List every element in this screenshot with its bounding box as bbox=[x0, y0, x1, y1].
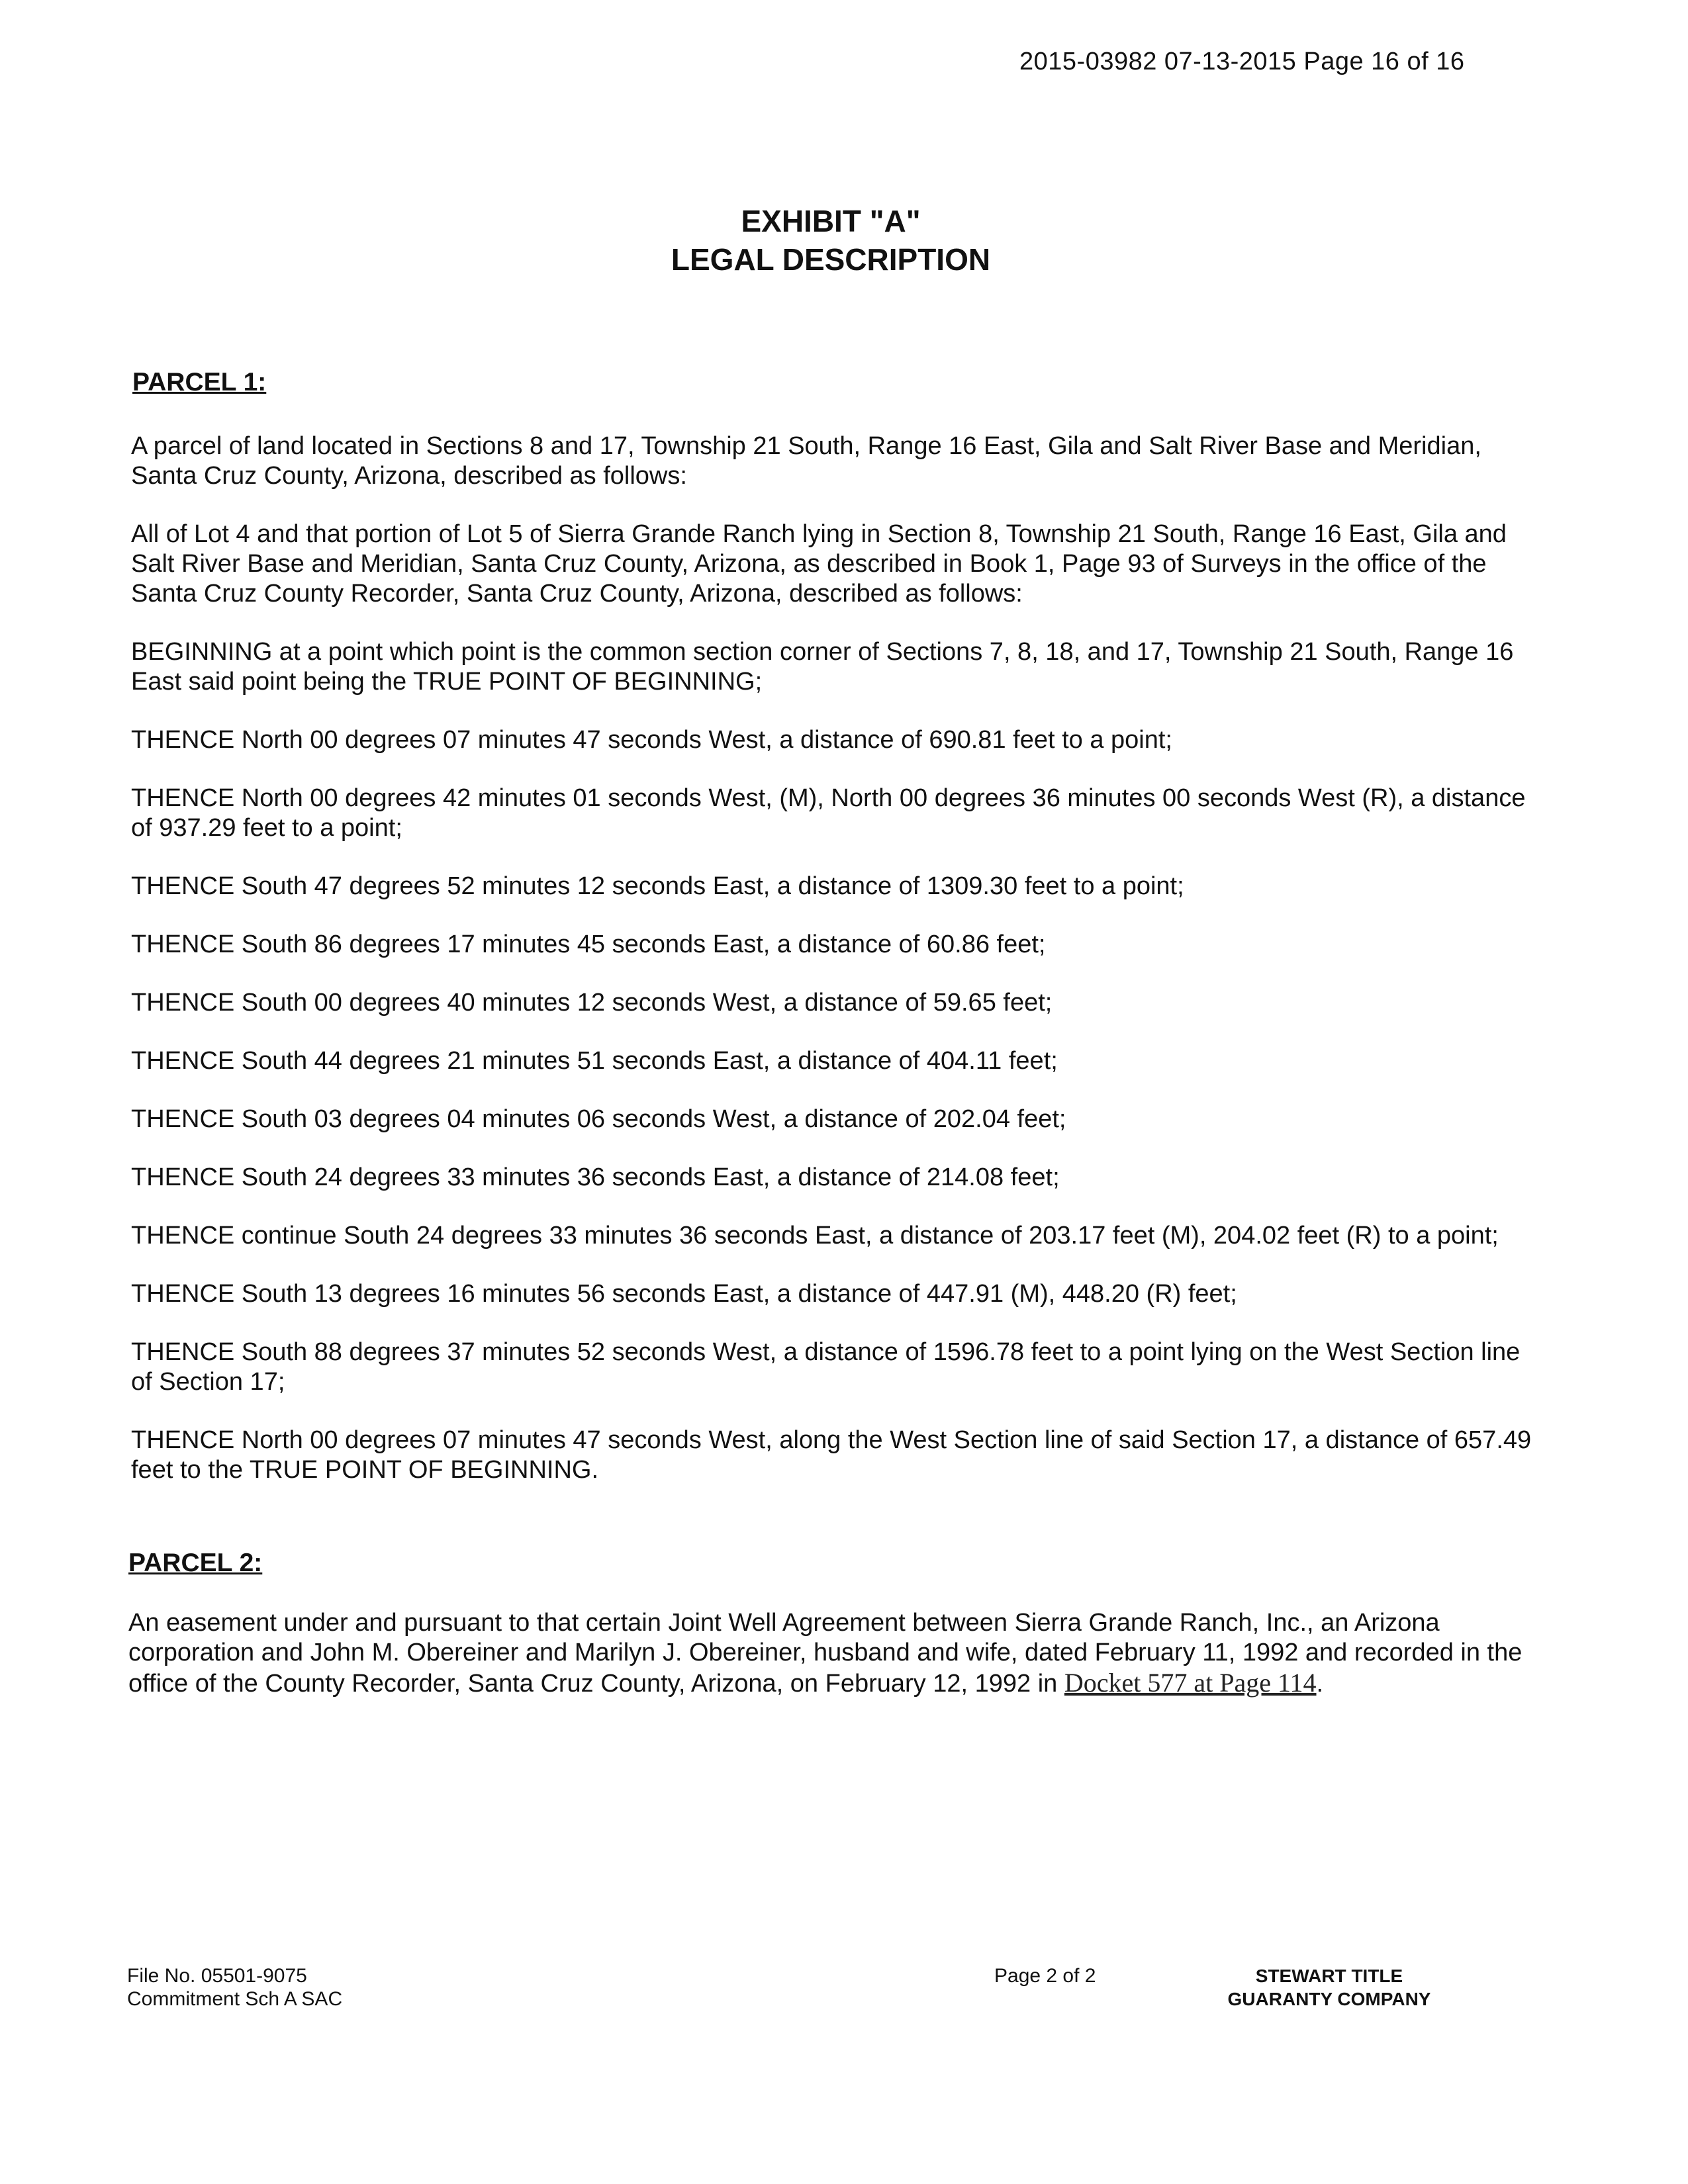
commitment-label: Commitment Sch A SAC bbox=[127, 1988, 343, 2010]
parcel-1-section bbox=[131, 367, 1541, 1485]
parcel-1-heading: PARCEL 1: bbox=[132, 368, 267, 396]
parcel-1-course: THENCE North 00 degrees 07 minutes 47 seconds West, a distance of 690.81 feet to a point; bbox=[131, 726, 1172, 754]
parcel-2-text: An easement under and pursuant to that certain Joint Well Agreement between Sierra Grande Ranch, Inc., an Arizona corporation and John M. Obereiner and Marilyn J. Obereiner, husband and wife, dated February 11, 1992 and recorded in the office of the County Recorder, Santa Cruz County, Arizona, on February 12, 1992 in bbox=[128, 1609, 1523, 1698]
legal-description-body bbox=[128, 367, 1541, 1727]
parcel-2-tail: . bbox=[1316, 1670, 1324, 1698]
parcel-1-paragraph: A parcel of land located in Sections 8 and 17, Township 21 South, Range 16 East, Gila and Salt River Base and Meridian, Santa Cruz County, Arizona, described as follows: bbox=[131, 432, 1481, 490]
parcel-1-course: THENCE South 86 degrees 17 minutes 45 seconds East, a distance of 60.86 feet; bbox=[131, 931, 1046, 958]
parcel-1-course: THENCE South 24 degrees 33 minutes 36 seconds East, a distance of 214.08 feet; bbox=[131, 1163, 1060, 1191]
parcel-1-course: THENCE South 03 degrees 04 minutes 06 seconds West, a distance of 202.04 feet; bbox=[131, 1105, 1066, 1133]
company-name-line1: STEWART TITLE bbox=[1255, 1966, 1403, 1986]
parcel-2-section bbox=[128, 1548, 1541, 1699]
recording-stamp: 2015-03982 07-13-2015 Page 16 of 16 bbox=[1019, 48, 1465, 75]
file-number: File No. 05501-9075 bbox=[127, 1965, 307, 1987]
parcel-1-paragraph: All of Lot 4 and that portion of Lot 5 of Sierra Grande Ranch lying in Section 8, Township 21 South, Range 16 East, Gila and Salt River Base and Meridian, Santa Cruz County, Arizona, as described in Book 1, Page 93 of Surveys in the office of the Santa Cruz County Recorder, Santa Cruz County, Arizona, described as follows: bbox=[131, 520, 1507, 608]
parcel-1-course: THENCE continue South 24 degrees 33 minutes 36 seconds East, a distance of 203.17 feet (M), 204.02 feet (R) to a point; bbox=[131, 1222, 1499, 1250]
parcel-1-paragraph: BEGINNING at a point which point is the common section corner of Sections 7, 8, 18, and 17, Township 21 South, Range 16 East said point being the TRUE POINT OF BEGINNING; bbox=[131, 638, 1514, 696]
parcel-1-course: THENCE South 47 degrees 52 minutes 12 seconds East, a distance of 1309.30 feet to a point; bbox=[131, 872, 1184, 900]
footer-file-info bbox=[127, 1964, 342, 2011]
parcel-1-course: THENCE South 00 degrees 40 minutes 12 seconds West, a distance of 59.65 feet; bbox=[131, 989, 1053, 1017]
exhibit-title bbox=[0, 202, 1662, 279]
parcel-1-course: THENCE North 00 degrees 42 minutes 01 seconds West, (M), North 00 degrees 36 minutes 00 seconds West (R), a distance of 937.29 feet to a point; bbox=[131, 784, 1526, 842]
docket-reference-link[interactable]: Docket 577 at Page 114 bbox=[1064, 1668, 1317, 1698]
parcel-1-course: THENCE North 00 degrees 07 minutes 47 seconds West, along the West Section line of said Section 17, a distance of 657.49 feet to the TRUE POINT OF BEGINNING. bbox=[131, 1426, 1532, 1484]
exhibit-title-line: EXHIBIT "A" bbox=[741, 204, 921, 238]
parcel-2-paragraph bbox=[128, 1608, 1541, 1699]
parcel-1-course: THENCE South 88 degrees 37 minutes 52 seconds West, a distance of 1596.78 feet to a point lying on the West Section line of Section 17; bbox=[131, 1338, 1521, 1396]
footer-company bbox=[1203, 1964, 1455, 2011]
company-name-line2: GUARANTY COMPANY bbox=[1227, 1989, 1431, 2009]
exhibit-subtitle-line: LEGAL DESCRIPTION bbox=[671, 242, 991, 277]
parcel-1-course: THENCE South 13 degrees 16 minutes 56 seconds East, a distance of 447.91 (M), 448.20 (R) feet; bbox=[131, 1280, 1237, 1308]
footer-page-number: Page 2 of 2 bbox=[994, 1965, 1096, 1987]
parcel-1-course: THENCE South 44 degrees 21 minutes 51 seconds East, a distance of 404.11 feet; bbox=[131, 1047, 1058, 1075]
parcel-2-heading: PARCEL 2: bbox=[128, 1549, 263, 1577]
